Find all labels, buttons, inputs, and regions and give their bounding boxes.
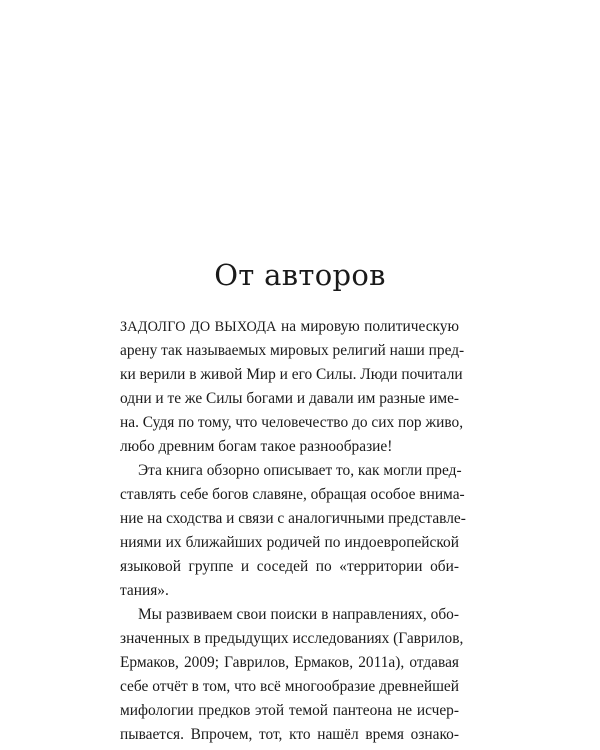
paragraph-3-line-5: мифологии предков этой темой пантеона не исчер-	[120, 702, 459, 719]
paragraph-2-line-3: ние на сходства и связи с аналогичными представле-	[120, 510, 466, 527]
paragraph-2-line-2: ставлять себе богов славяне, обращая особое внима-	[120, 486, 465, 503]
paragraph-2-line-6: тания».	[120, 582, 169, 599]
paragraph-3-line-4: себе отчёт в том, что всё многообразие древнейшей	[120, 678, 459, 695]
paragraph-2-line-5: языковой группе и соседей по «территории оби-	[120, 558, 459, 575]
paragraph-3-line-3: Ермаков, 2009; Гаврилов, Ермаков, 2011а), отдавая	[120, 654, 459, 671]
paragraph-3-line-1: Мы развиваем свои поиски в направлениях, обо-	[138, 606, 459, 623]
paragraph-1-line-1-text: на мировую политическую	[276, 318, 459, 335]
paragraph-3-line-6: пывается. Впрочем, тот, кто нашёл время ознако-	[120, 726, 459, 743]
paragraph-2-line-1: Эта книга обзорно описывает то, как могли пред-	[138, 462, 462, 479]
paragraph-1-line-2: арену так называемых мировых религий наши пред-	[120, 342, 465, 359]
paragraph-2-line-4: ниями их ближайших родичей по индоевропейской	[120, 534, 459, 551]
paragraph-1-line-4: одни и те же Силы богами и давали им разные име-	[120, 390, 460, 407]
paragraph-1-line-5: на. Судя по тому, что человечество до сих пор живо,	[120, 414, 464, 431]
paragraph-3-line-2: значенных в предыдущих исследованиях (Гаврилов,	[120, 630, 464, 647]
paragraph-1-line-1	[120, 315, 459, 339]
paragraph-1-line-6: любо древним богам такое разнообразие!	[120, 438, 393, 455]
paragraph-1-line-3: ки верили в живой Мир и его Силы. Люди почитали	[120, 366, 463, 383]
chapter-title: От авторов	[214, 258, 386, 292]
lead-in-smallcaps: ЗАДОЛГО ДО ВЫХОДА	[120, 319, 277, 335]
